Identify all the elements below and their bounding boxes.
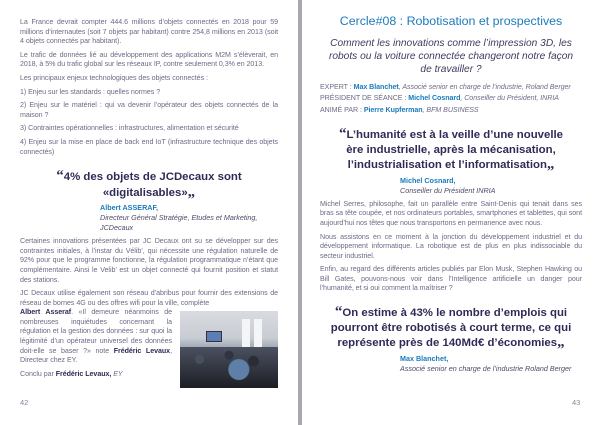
paragraph: Nous assistons en ce moment à la jonction du développement industriel et du développement informatique. La robotique est de plus en plus indissociable du secteur industriel. — [320, 232, 582, 260]
paragraph: JC Decaux utilise également son réseau d’abribus pour fournir des extensions de réseau de bornes 4G ou des offres wifi pour la ville, complète — [20, 289, 278, 307]
credit-expert: EXPERT : Max Blanchet, Associé senior en charge de l’industrie, Roland Berger — [320, 83, 571, 91]
quote-author: Max Blanchet, Associé senior en charge de l’industrie Roland Berger — [400, 353, 572, 373]
quote-text: 4% des objets de JCDecaux sont «digitalisables» — [63, 171, 242, 199]
paragraph: Les principaux enjeux technologiques des objets connectés : — [20, 73, 208, 82]
page-title: Cercle#08 : Robotisation et prospectives — [339, 14, 563, 28]
quote-author — [100, 203, 278, 233]
paragraph: Enfin, au regard des différents articles publiés par Elon Musk, Stephen Hawking ou Bill Gates, pouvons-nous voir dans l’Intelligence artificielle un danger pour l’humanité, et si oui comment la maîtriser ? — [320, 265, 582, 293]
right-page — [302, 0, 600, 425]
pull-quote: “L’humanité est à la veille d’une nouvelle ère industrielle, après la mécanisation, l’industrialisation et l’informatisation„ — [339, 126, 563, 173]
left-page-content — [0, 0, 298, 392]
left-page — [0, 0, 298, 425]
paragraph: Certaines innovations présentées par JC Decaux ont su se développer sur des contraintes initiales, à l’instar du Vélib’, qui nécessite une régulation naturelle de 92% pour que le programme fonctionne, la régulation programmatique n’étant que complémentaire. Ainsi le Velib’ est un objet connecté qui fournit position et statut des stations. — [20, 237, 278, 284]
credit-host: ANIMÉ PAR : Pierre Kupferman, BFM BUSINESS — [320, 105, 479, 114]
list-item: 4) Enjeu sur la mise en place de back end IoT (infrastructure technique des objets connectés) — [20, 137, 278, 156]
audience — [180, 347, 278, 388]
page-number: 43 — [572, 398, 581, 407]
right-page-content — [302, 0, 600, 378]
paragraph: Michel Serres, philosophe, fait un parallèle entre Saint-Denis qui tenait dans ses bras sa tête coupée, et nos ordinateurs portables, smartphones et tablettes, qui sont aujourd’hui nos têtes que nous transportons en permanence avec nous. — [320, 199, 582, 227]
page-number: 42 — [20, 398, 29, 407]
paragraph: Albert Asseraf. «Il demeure néanmoins de nombreuses inquiétudes concernant la régulation et la gestion des données : sur quoi la légitimité d’un opérateur universel des données doit-elle se baser ?» note Frédéric Levaux, Directeur chez EY. — [20, 308, 173, 365]
page-subtitle: Comment les innovations comme l’impression 3D, les robots ou la voiture connectée changeront notre façon de travailler ? — [328, 38, 574, 75]
quote-author: Michel Cosnard, Conseiller du Président INRIA — [400, 175, 496, 195]
conference-photo — [180, 311, 278, 388]
pull-quote — [20, 169, 278, 200]
conclusion: Conclu par Frédéric Levaux, EY — [20, 369, 123, 378]
credit-president: PRÉSIDENT DE SÉANCE : Michel Cosnard, Conseiller du Président, INRIA — [320, 94, 559, 103]
projector-screen — [206, 331, 222, 342]
list-item: 1) Enjeu sur les standards : quelles normes ? — [20, 87, 161, 96]
close-quote-mark: „ — [187, 183, 196, 200]
credits — [320, 82, 582, 116]
author-name: Albert ASSERAF, — [100, 203, 159, 213]
open-quote-mark: “ — [56, 168, 64, 185]
paragraph: Le trafic de données lié au développement des applications M2M s’élèverait, en 2018, à 5% du trafic global sur les réseaux IP, contre seulement 0,3% en 2013. — [20, 50, 278, 69]
list-item: 2) Enjeu sur le matériel : qui va devenir l’opérateur des objets connectés de la maison ? — [20, 101, 278, 119]
list-item: 3) Contraintes opérationnelles : infrastructures, alimentation et sécurité — [20, 124, 239, 133]
author-role: Directeur Général Stratégie, Etudes et Marketing, JCDecaux — [100, 213, 258, 233]
paragraph: La France devrait compter 444.6 millions d’objets connectés en 2018 pour 59 millions d’internautes (soit 7 objets par habitant) contre 254,8 millions en 2013 (soit 4 objets connectés par habitant). — [20, 18, 278, 46]
pull-quote: “On estime à 43% le nombre d’emplois qui pourront être robotisés à court terme, ce qui représente près de 140Md€ d’économies„ — [330, 304, 572, 351]
